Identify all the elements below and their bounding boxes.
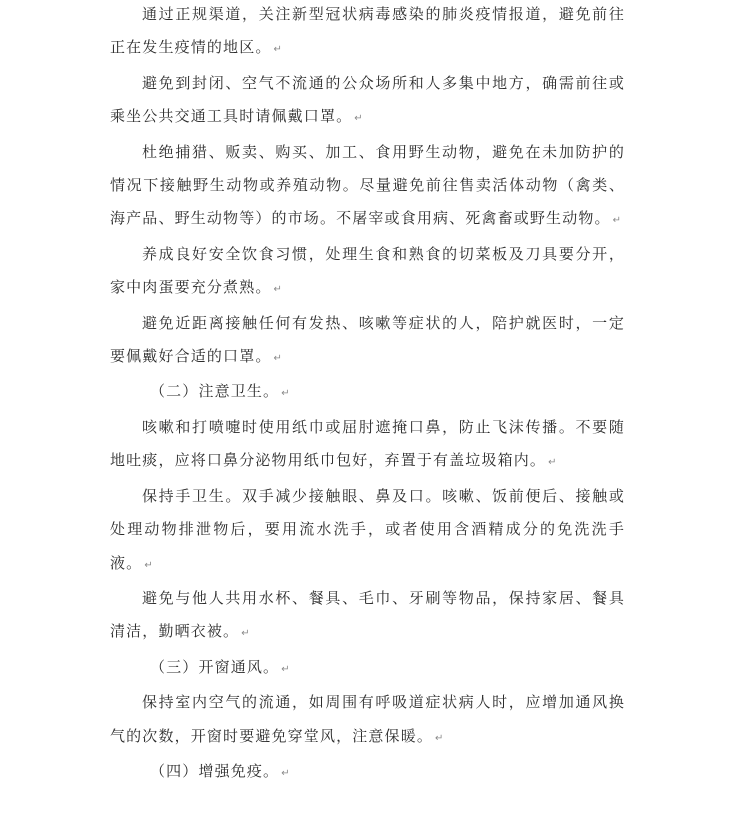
paragraph-7 xyxy=(110,480,625,582)
paragraph-mark-icon: ↵ xyxy=(144,559,153,571)
paragraph-mark-icon: ↵ xyxy=(281,767,290,779)
paragraph-5-text: 避免近距离接触任何有发热、咳嗽等症状的人，陪护就医时，一定要佩戴好合适的口罩。 xyxy=(110,313,625,366)
paragraph-mark-icon: ↵ xyxy=(548,457,557,469)
paragraph-4-text: 养成良好安全饮食习惯，处理生食和熟食的切菜板及刀具要分开，家中肉蛋要充分煮熟。 xyxy=(110,244,625,297)
paragraph-mark-icon: ↵ xyxy=(273,44,282,56)
paragraph-9-text: 保持室内空气的流通，如周围有呼吸道症状病人时，应增加通风换气的次数，开窗时要避免穿堂风，注意保暖。 xyxy=(110,693,625,745)
paragraph-mark-icon: ↵ xyxy=(273,284,282,296)
paragraph-1-text: 通过正规渠道，关注新型冠状病毒感染的肺炎疫情报道，避免前往正在发生疫情的地区。 xyxy=(110,5,625,57)
section-heading-immunity xyxy=(110,755,625,790)
document-body xyxy=(110,0,625,790)
paragraph-3 xyxy=(110,136,625,238)
paragraph-8-text: 避免与他人共用水杯、餐具、毛巾、牙刷等物品，保持家居、餐具清洁，勤晒衣被。 xyxy=(110,588,625,641)
paragraph-3-text: 杜绝捕猎、贩卖、购买、加工、食用野生动物，避免在未加防护的情况下接触野生动物或养殖动物。尽量避免前往售卖活体动物（禽类、海产品、野生动物等）的市场。不屠宰或食用病、死禽畜或野生动物。 xyxy=(110,142,625,228)
section-heading-ventilation-text: （三）开窗通风。 xyxy=(150,657,280,676)
paragraph-mark-icon: ↵ xyxy=(612,215,622,227)
paragraph-mark-icon: ↵ xyxy=(273,353,282,365)
paragraph-mark-icon: ↵ xyxy=(354,113,363,125)
paragraph-2-text: 避免到封闭、空气不流通的公众场所和人多集中地方，确需前往或乘坐公共交通工具时请佩戴口罩。 xyxy=(110,73,625,126)
paragraph-6 xyxy=(110,411,625,480)
paragraph-5 xyxy=(110,307,625,376)
paragraph-9 xyxy=(110,686,625,755)
paragraph-mark-icon: ↵ xyxy=(281,663,290,675)
paragraph-mark-icon: ↵ xyxy=(281,388,290,400)
section-heading-ventilation xyxy=(110,651,625,686)
paragraph-2 xyxy=(110,67,625,136)
section-heading-hygiene xyxy=(110,375,625,410)
paragraph-1 xyxy=(110,0,625,67)
paragraph-mark-icon: ↵ xyxy=(435,732,444,744)
section-heading-hygiene-text: （二）注意卫生。 xyxy=(150,382,280,401)
paragraph-8 xyxy=(110,582,625,651)
paragraph-4 xyxy=(110,238,625,307)
paragraph-mark-icon: ↵ xyxy=(241,628,250,640)
section-heading-immunity-text: （四）增强免疫。 xyxy=(150,761,280,780)
paragraph-6-text: 咳嗽和打喷嚏时使用纸巾或屈肘遮掩口鼻，防止飞沫传播。不要随地吐痰，应将口鼻分泌物用纸巾包好，弃置于有盖垃圾箱内。 xyxy=(110,417,625,470)
paragraph-7-text: 保持手卫生。双手减少接触眼、鼻及口。咳嗽、饭前便后、接触或处理动物排泄物后，要用流水洗手，或者使用含酒精成分的免洗洗手液。 xyxy=(110,486,625,572)
